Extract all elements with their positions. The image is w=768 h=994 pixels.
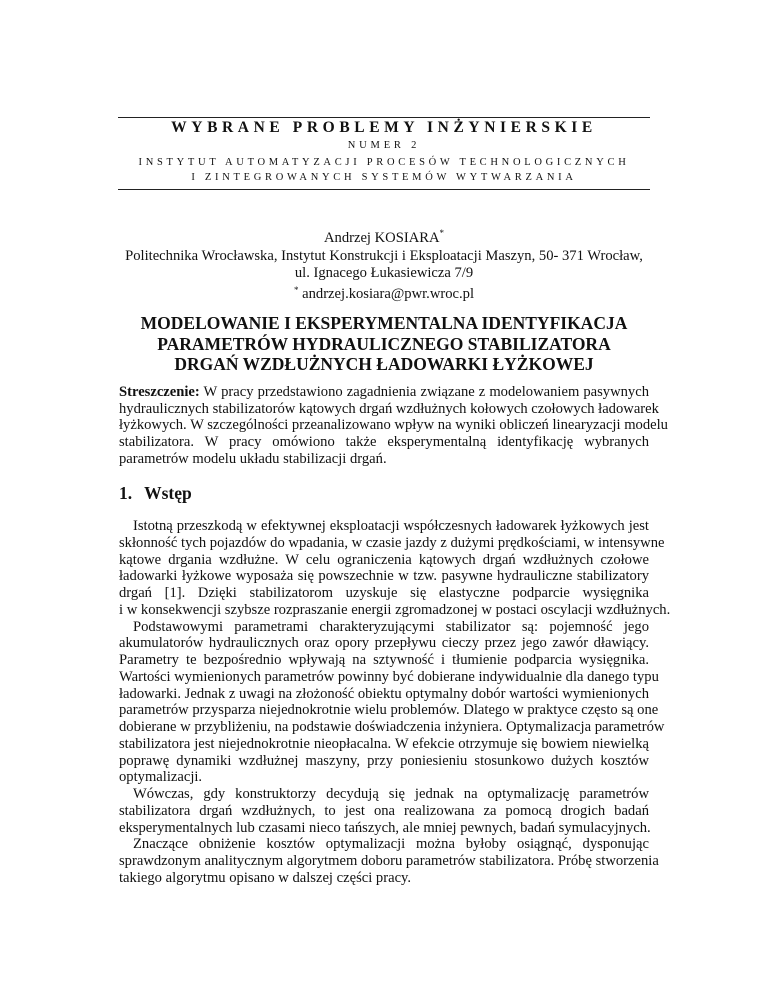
body-line: Wówczas, gdy konstruktorzy decydują się jednak na optymalizację parametrów [133, 786, 649, 802]
body-line: skłonność tych pojazdów do wpadania, w czasie jazdy z dużymi prędkościami, w intensywne [119, 534, 665, 551]
abstract-label: Streszczenie: [119, 384, 200, 400]
header-top-rule [118, 117, 650, 118]
body-line: ładowarki łyżkowe wyposaża się powszechnie w tzw. pasywne hydrauliczne stabilizatory [119, 568, 649, 585]
paper-title-line-1: MODELOWANIE I EKSPERYMENTALNA IDENTYFIKACJA [140, 313, 628, 333]
abstract [119, 384, 668, 468]
body-line: kątowe drgania wzdłużne. W celu ograniczenia kątowych drgań wzdłużnych czołowe [119, 551, 649, 568]
abstract-line: Streszczenie: W pracy przedstawiono zagadnienia związane z modelowaniem pasywnych [119, 384, 649, 400]
section-number: 1. [119, 483, 133, 503]
abstract-line: łyżkowych. W szczególności przeanalizowano wpływ na wyniki obliczeń linearyzacji modelu [119, 417, 668, 434]
body-line: parametrów przysparza niejednokrotnie wielu problemów. Dlatego w praktyce często są one [119, 702, 659, 719]
body-line: eksperymentalnych lub czasami nieco tańszych, ale mniej pewnych, badań symulacyjnych. [119, 819, 651, 836]
section-title: Wstęp [144, 483, 192, 503]
body-line: optymalizacji. [119, 769, 203, 786]
affiliation-line-1: Politechnika Wrocławska, Instytut Konstrukcji i Eksploatacji Maszyn, 50- 371 Wrocław, [125, 248, 643, 264]
author-line [0, 228, 768, 247]
body-line: sprawdzonym analitycznym algorytmem doboru parametrów stabilizatora. Próbę stworzenia [119, 853, 659, 869]
author-email: andrzej.kosiara@pwr.wroc.pl [302, 286, 475, 302]
journal-number: NUMER 2 [347, 140, 421, 151]
abstract-line: stabilizatora. W pracy omówiono także eksperymentalną identyfikację wybranych [119, 434, 649, 451]
journal-title: WYBRANE PROBLEMY INŻYNIERSKIE [171, 119, 597, 136]
body-line: drgań [1]. Dzięki stabilizatorom uzyskuje się elastyczne podparcie wysięgnika [119, 585, 649, 601]
author-email-line [0, 282, 768, 303]
institute-line-1: INSTYTUT AUTOMATYZACJI PROCESÓW TECHNOLOGICZNYCH [138, 157, 630, 168]
body-line: Istotną przeszkodą w efektywnej eksploatacji współczesnych ładowarek łyżkowych jest [133, 518, 649, 534]
paper-title-line-2: PARAMETRÓW HYDRAULICZNEGO STABILIZATORA [157, 333, 611, 354]
institute-line-2: I ZINTEGROWANYCH SYSTEMÓW WYTWARZANIA [191, 172, 577, 183]
section-heading [119, 483, 192, 504]
body-line: akumulatorów hydraulicznych oraz opory przepływu cieczy przez jego zawór dławiący. [119, 635, 649, 652]
abstract-line: parametrów modelu układu stabilizacji drgań. [119, 450, 387, 467]
body-line: stabilizatora jest niejednokrotnie nieopłacalna. W efekcie otrzymuje się bowiem niewielką [119, 735, 649, 752]
body-line: Podstawowymi parametrami charakteryzującymi stabilizator są: pojemność jego [133, 618, 649, 635]
body-line: takiego algorytmu opisano w dalszej części pracy. [119, 869, 412, 886]
body-line: Parametry te bezpośrednio wpływają na sztywność i tłumienie podparcia wysięgnika. [119, 652, 649, 668]
body-line: stabilizatora drgań wzdłużnych, to jest ona realizowana za pomocą drogich badań [119, 802, 649, 819]
affiliation-line-2: ul. Ignacego Łukasiewicza 7/9 [294, 265, 474, 281]
email-marker: * [293, 285, 299, 295]
body-line: Wartości wymienionych parametrów powinny być dobierane indywidualnie dla danego typu [119, 668, 659, 685]
body-line: ładowarki. Jednak z uwagi na złożoność obiektu optymalny dobór wartości wymienionych [119, 685, 649, 702]
body-text [119, 518, 671, 887]
header-bottom-rule [118, 189, 650, 190]
body-line: dobierane w przybliżeniu, na podstawie doświadczenia inżyniera. Optymalizacja parametrów [119, 719, 665, 735]
author-marker: * [439, 228, 445, 238]
body-line: poprawę dynamiki wzdłużnej maszyny, przy poniesieniu stosunkowo dużych kosztów [119, 752, 649, 769]
body-line: i w konsekwencji szybsze rozpraszanie energii zgromadzonej w postaci oscylacji wzdłużnych. [119, 601, 671, 618]
paper-title-line-3: DRGAŃ WZDŁUŻNYCH ŁADOWARKI ŁYŻKOWEJ [174, 354, 594, 374]
body-line: Znaczące obniżenie kosztów optymalizacji można byłoby osiągnąć, dysponując [133, 836, 649, 853]
author-name: Andrzej KOSIARA [323, 230, 440, 246]
abstract-line: hydraulicznych stabilizatorów kątowych drgań wzdłużnych kołowych czołowych ładowarek [119, 400, 659, 417]
paper-title [0, 313, 768, 375]
